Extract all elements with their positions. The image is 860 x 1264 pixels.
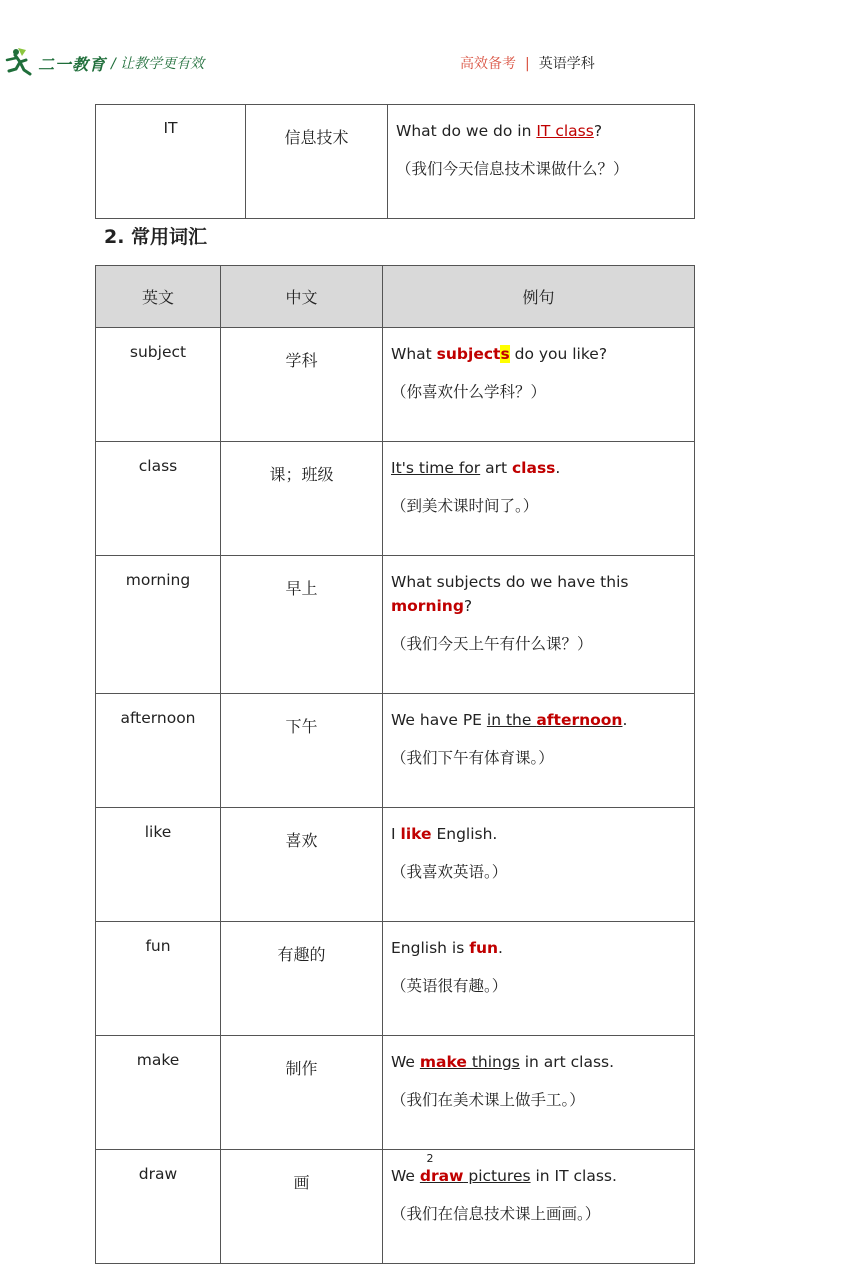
table-row xyxy=(96,556,695,694)
table-row xyxy=(96,1150,695,1264)
english-word: subject xyxy=(96,328,221,442)
example-cell xyxy=(383,1036,695,1150)
example-translation: （到美术课时间了。） xyxy=(391,497,539,515)
chinese-word: 早上 xyxy=(221,556,383,694)
example-sentence: What subjects do you like? xyxy=(391,345,608,363)
example-cell xyxy=(383,694,695,808)
example-translation: （我们在美术课上做手工。） xyxy=(391,1091,585,1109)
table-row xyxy=(96,808,695,922)
brand-name: 二一教育 xyxy=(38,55,107,74)
example-cell xyxy=(383,328,695,442)
english-word: draw xyxy=(96,1150,221,1264)
english-word: afternoon xyxy=(96,694,221,808)
chinese-word: 制作 xyxy=(221,1036,383,1150)
example-cell xyxy=(383,1150,695,1264)
example-sentence: We have PE in the afternoon. xyxy=(391,711,628,729)
example-translation: （我们今天信息技术课做什么？） xyxy=(396,160,629,178)
header-subject: 英语学科 xyxy=(538,56,595,72)
table-header-row xyxy=(96,266,695,328)
example-sentence: It's time for art class. xyxy=(391,459,561,477)
example-translation: （你喜欢什么学科？） xyxy=(391,383,547,401)
english-word: like xyxy=(96,808,221,922)
chinese-word: 下午 xyxy=(221,694,383,808)
column-header-chinese: 中文 xyxy=(221,266,383,328)
it-table xyxy=(95,104,695,219)
column-header-english: 英文 xyxy=(96,266,221,328)
example-cell xyxy=(383,442,695,556)
example-cell xyxy=(383,556,695,694)
example-sentence: We draw pictures in IT class. xyxy=(391,1167,617,1185)
column-header-example: 例句 xyxy=(383,266,695,328)
example-cell xyxy=(388,105,695,219)
slogan: / 让教学更有效 xyxy=(111,56,205,72)
example-translation: （我们今天上午有什么课？） xyxy=(391,635,593,653)
table-row xyxy=(96,922,695,1036)
header-tag: 高效备考 xyxy=(460,56,516,72)
example-translation: （我喜欢英语。） xyxy=(391,863,508,881)
chinese-word: 课；班级 xyxy=(221,442,383,556)
table-row xyxy=(96,694,695,808)
page-number: 2 xyxy=(426,1152,434,1165)
chinese-word: 信息技术 xyxy=(246,105,388,219)
example-sentence: English is fun. xyxy=(391,939,503,957)
chinese-word: 画 xyxy=(221,1150,383,1264)
vocabulary-table xyxy=(95,265,695,1264)
table-row xyxy=(96,442,695,556)
english-word: class xyxy=(96,442,221,556)
example-cell xyxy=(383,808,695,922)
example-cell xyxy=(383,922,695,1036)
page-header xyxy=(0,40,860,84)
example-sentence: What do we do in IT class? xyxy=(396,122,603,140)
example-translation: （我们下午有体育课。） xyxy=(391,749,554,767)
section-title: 2. 常用词汇 xyxy=(104,226,208,248)
runner-logo-icon xyxy=(4,46,38,78)
example-translation: （我们在信息技术课上画画。） xyxy=(391,1205,601,1223)
chinese-word: 学科 xyxy=(221,328,383,442)
chinese-word: 有趣的 xyxy=(221,922,383,1036)
header-separator: | xyxy=(525,56,530,72)
header-subject-info xyxy=(460,53,595,73)
example-translation: （英语很有趣。） xyxy=(391,977,508,995)
table-row xyxy=(96,1036,695,1150)
table-row xyxy=(96,105,695,219)
english-word: make xyxy=(96,1036,221,1150)
table-row xyxy=(96,328,695,442)
english-word: morning xyxy=(96,556,221,694)
example-sentence: What subjects do we have this morning? xyxy=(391,573,629,615)
chinese-word: 喜欢 xyxy=(221,808,383,922)
example-sentence: We make things in art class. xyxy=(391,1053,615,1071)
english-word: IT xyxy=(96,105,246,219)
example-sentence: I like English. xyxy=(391,825,498,843)
english-word: fun xyxy=(96,922,221,1036)
